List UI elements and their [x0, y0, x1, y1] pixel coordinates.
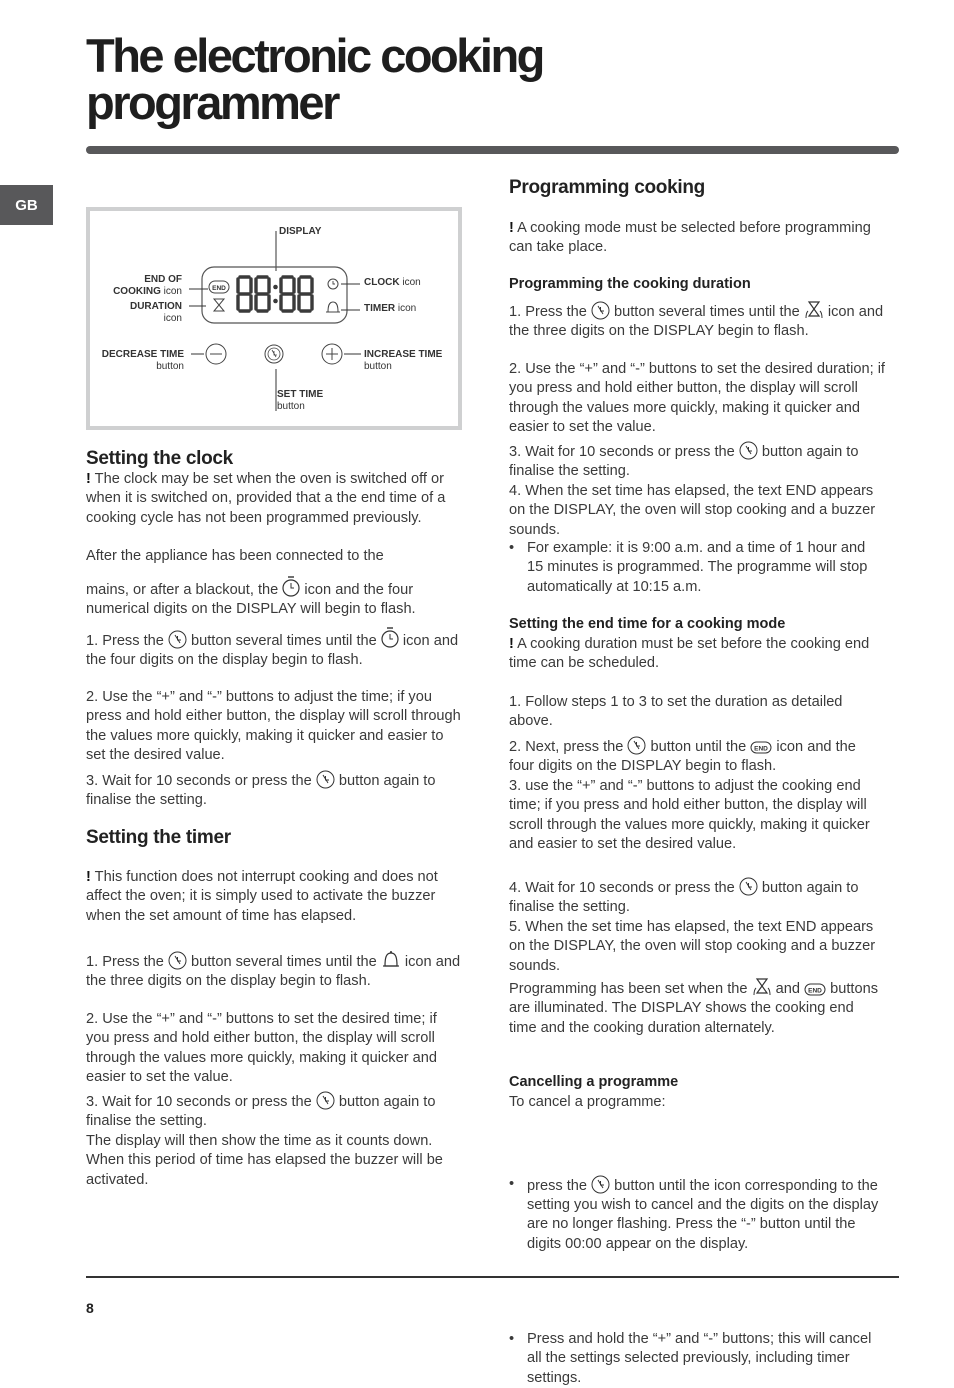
- timer-closing: The display will then show the time as it counts down. When this period of time has elapsed the buzzer will be activated.: [86, 1133, 443, 1188]
- svg-text:END: END: [212, 285, 226, 292]
- cancel-bullet-2: • Press and hold the “+” and “-” buttons; this will cancel all the settings selected previously, including timer settings.: [509, 1330, 885, 1388]
- timer-label: TIMER icon: [364, 303, 417, 314]
- end-note: Programming has been set when the and END buttons are illuminated. The DISPLAY shows the cooking end time and the cooking duration alternately.: [509, 977, 885, 1038]
- end-step4: 4. Wait for 10 seconds or press the button again to finalise the setting.: [509, 877, 885, 918]
- page-number: 8: [86, 1300, 94, 1316]
- end-time-intro: ! A cooking duration must be set before the cooking end time can be scheduled.: [509, 636, 870, 672]
- timer-step3: 3. Wait for 10 seconds or press the button again to finalise the setting.: [86, 1091, 462, 1132]
- duration-step1: 1. Press the button several times until the icon and the three digits on the DISPLAY begin to flash.: [509, 300, 885, 342]
- set-time-button-icon: [316, 1091, 335, 1110]
- heading-cooking-duration: Programming the cooking duration: [509, 276, 751, 292]
- timer-bell-icon: [381, 950, 401, 970]
- end-step2: 2. Next, press the button until the END icon and the four digits on the DISPLAY begin to flash.: [509, 736, 885, 777]
- duration-label: DURATION icon: [129, 301, 182, 324]
- clock-intro: ! The clock may be set when the oven is switched off or when it is switched on, provided that a the end time of a cooking cycle has not been programmed previously.: [86, 471, 446, 526]
- clock-icon: [328, 279, 338, 289]
- heading-setting-timer: Setting the timer: [86, 827, 231, 848]
- set-time-button-icon: [739, 877, 758, 896]
- duration-step3: 3. Wait for 10 seconds or press the button again to finalise the setting.: [509, 441, 885, 482]
- set-time-button-icon: [627, 736, 646, 755]
- decrease-time-button-icon: [206, 344, 226, 364]
- clock-step3: 3. Wait for 10 seconds or press the button again to finalise the setting.: [86, 770, 462, 811]
- set-time-button-icon: [739, 441, 758, 460]
- set-time-button-icon: [591, 1175, 610, 1194]
- end-of-cooking-icon: [750, 739, 772, 755]
- timer-bell-icon: [326, 302, 340, 312]
- programming-intro: ! A cooking mode must be selected before programming can take place.: [509, 220, 871, 256]
- set-time-button-icon: [168, 951, 187, 970]
- footer-rule: [86, 1276, 899, 1278]
- clock-after-connect: After the appliance has been connected to the: [86, 548, 384, 564]
- clock-step2: 2. Use the “+” and “-” buttons to adjust the time; if you press and hold either button, the display will scroll through the values more quickly, making it quicker and easier to set the desired value.: [86, 689, 461, 763]
- duration-icon: [214, 299, 224, 311]
- duration-step4: 4. When the set time has elapsed, the text END appears on the DISPLAY, the oven will stop cooking and a buzzer sounds.: [509, 483, 876, 538]
- svg-text:END: END: [808, 987, 822, 995]
- display-label: DISPLAY: [279, 226, 322, 237]
- cancel-intro: To cancel a programme:: [509, 1094, 666, 1110]
- set-time-button-icon: [591, 301, 610, 320]
- heading-programming-cooking: Programming cooking: [509, 177, 705, 198]
- duration-step2: 2. Use the “+” and “-” buttons to set the desired duration; if you press and hold either button, the display will scroll through the values more quickly, making it quicker and easier to set the value.: [509, 361, 885, 435]
- decrease-time-label: DECREASE TIME button: [101, 349, 184, 372]
- timer-step1: 1. Press the button several times until the icon and the three digits on the display begin to flash.: [86, 950, 462, 992]
- set-time-label: SET TIME button: [277, 389, 324, 412]
- timer-intro: ! This function does not interrupt cooking and does not affect the oven; it is simply used to activate the buzzer when the set amount of time has elapsed.: [86, 869, 438, 924]
- page-title: The electronic cooking programmer: [86, 29, 543, 129]
- end-of-cooking-icon: [804, 981, 826, 997]
- end-step3: 3. use the “+” and “-” buttons to adjust the cooking end time; if you press and hold either button, the display will scroll through the values more quickly, making it quicker and easier to set the desired value.: [509, 778, 870, 852]
- set-time-button-icon: [316, 770, 335, 789]
- end-step1: 1. Follow steps 1 to 3 to set the duration as detailed above.: [509, 694, 843, 730]
- end-step5: 5. When the set time has elapsed, the text END appears on the DISPLAY, the oven will stop cooking and a buzzer sounds.: [509, 919, 876, 974]
- clock-step1: 1. Press the button several times until the icon and the four digits on the display begin to flash.: [86, 627, 462, 671]
- duration-icon: [804, 300, 824, 320]
- duration-example: • For example: it is 9:00 a.m. and a time of 1 hour and 15 minutes is programmed. The programme will stop automatically at 10:15 a.m.: [509, 539, 885, 597]
- timer-step2: 2. Use the “+” and “-” buttons to set the desired time; if you press and hold either button, the display will scroll through the values more quickly, making it quicker and easier to set the value.: [86, 1011, 437, 1085]
- clock-icon: [282, 576, 300, 598]
- svg-text:END: END: [754, 745, 769, 753]
- header-rule: [86, 146, 899, 154]
- clock-icon: [381, 627, 399, 649]
- set-time-button-icon: [168, 630, 187, 649]
- programmer-diagram: [86, 207, 462, 430]
- heading-cancelling: Cancelling a programme: [509, 1074, 679, 1090]
- heading-setting-clock: Setting the clock: [86, 448, 233, 469]
- clock-mains: mains, or after a blackout, the icon and the four numerical digits on the DISPLAY will begin to flash.: [86, 576, 462, 620]
- end-of-cooking-label: END OF COOKING icon: [113, 274, 182, 297]
- cancel-bullet-1: • press the button until the icon corresponding to the setting you wish to cancel and the digits on the display are no longer flashing. Press the “-” button until the digits 00:00 appear on the display.: [509, 1175, 885, 1254]
- clock-label: CLOCK icon: [364, 277, 421, 288]
- language-tab: GB: [0, 185, 53, 225]
- heading-end-time: Setting the end time for a cooking mode: [509, 616, 786, 632]
- duration-icon: [752, 977, 772, 997]
- end-of-cooking-icon: [209, 281, 229, 293]
- display-segments: [238, 277, 312, 311]
- increase-time-button-icon: [322, 344, 342, 364]
- set-time-button-icon: [265, 345, 283, 363]
- increase-time-label: INCREASE TIME button: [364, 349, 443, 372]
